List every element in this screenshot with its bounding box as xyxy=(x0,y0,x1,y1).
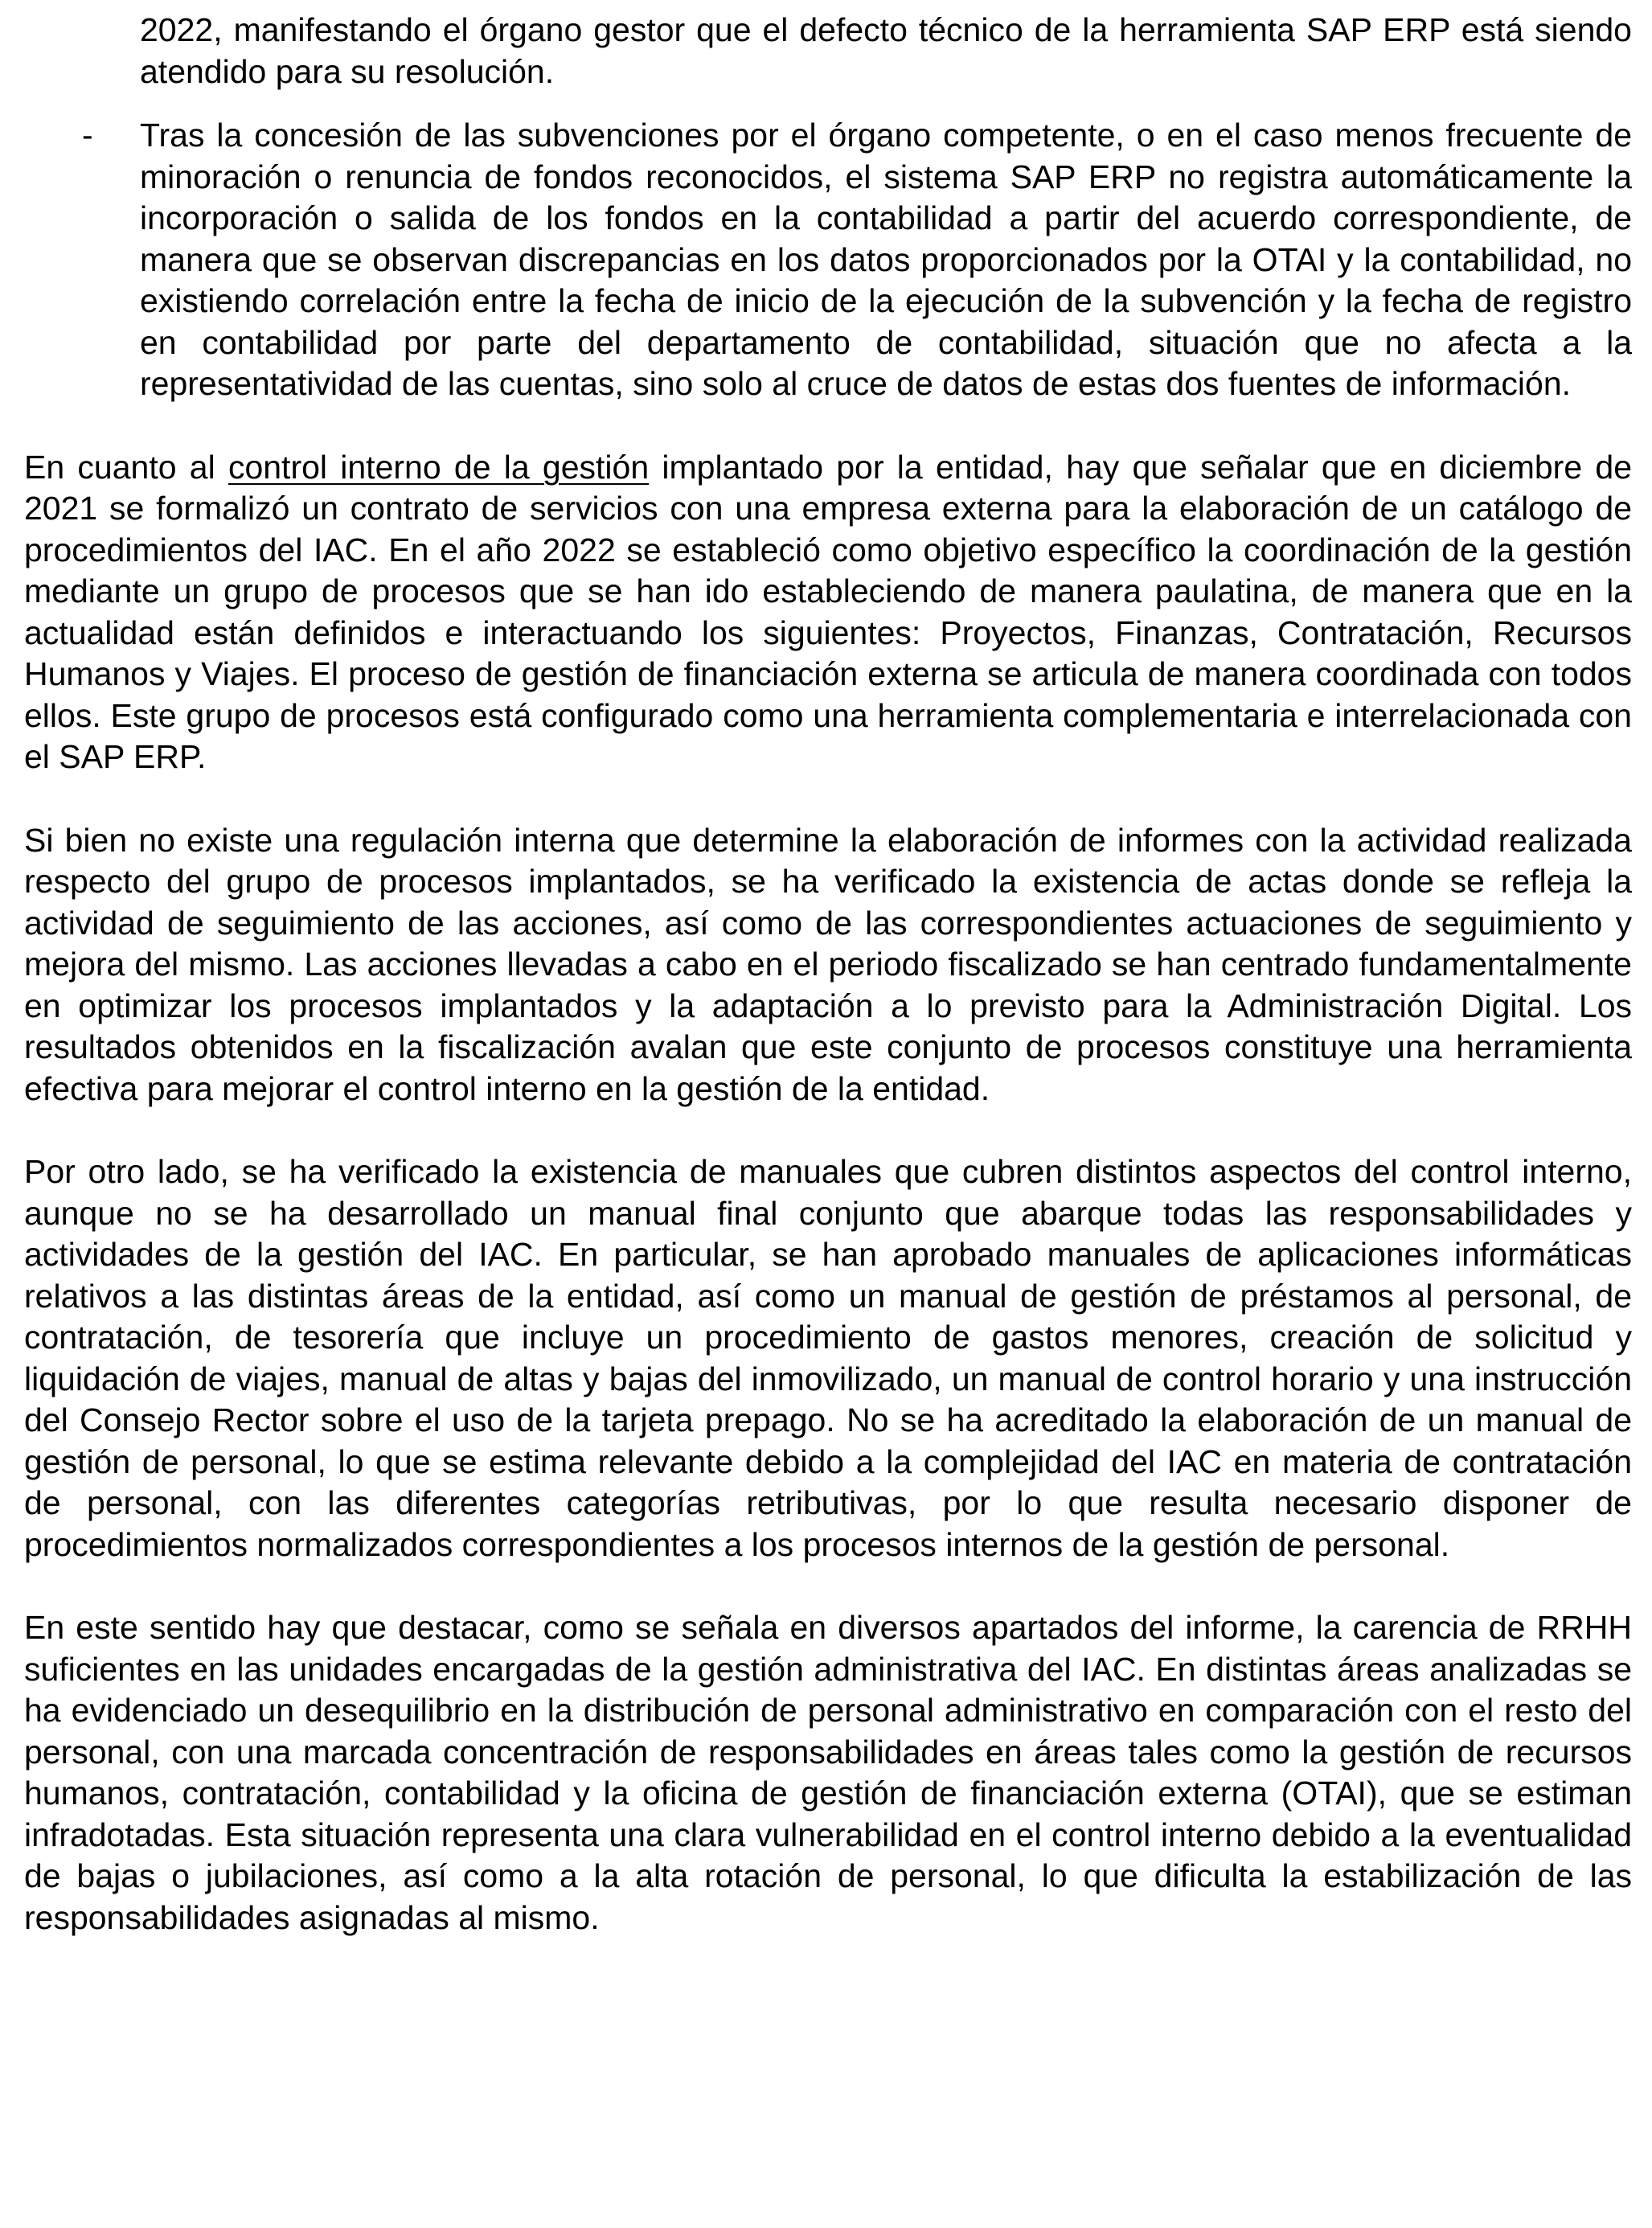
bullet-item xyxy=(24,115,1632,405)
bullet-text: Tras la concesión de las subvenciones por el órgano competente, o en el caso menos frecuente de minoración o renuncia de fondos reconocidos, el sistema SAP ERP no registra automáticamente la incorporación o salida de los fondos en la contabilidad a partir del acuerdo correspondiente, de manera que se observan discrepancias en los datos proporcionados por la OTAI y la contabilidad, no existiendo correlación entre la fecha de inicio de la ejecución de la subvención y la fecha de registro en contabilidad por parte del departamento de contabilidad, situación que no afecta a la representatividad de las cuentas, sino solo al cruce de datos de estas dos fuentes de información. xyxy=(140,117,1632,402)
paragraph-rrhh: En este sentido hay que destacar, como se señala en diversos apartados del informe, la carencia de RRHH suficientes en las unidades encargadas de la gestión administrativa del IAC. En distintas áreas analizadas se ha evidenciado un desequilibrio en la distribución de personal administrativo en comparación con el resto del personal, con una marcada concentración de responsabilidades en áreas tales como la gestión de recursos humanos, contratación, contabilidad y la oficina de gestión de financiación externa (OTAI), que se estiman infradotadas. Esta situación representa una clara vulnerabilidad en el control interno debido a la eventualidad de bajas o jubilaciones, así como a la alta rotación de personal, lo que dificulta la estabilización de las responsabilidades asignadas al mismo. xyxy=(24,1609,1632,1936)
paragraph-control-interno xyxy=(24,447,1632,778)
bullet-marker: - xyxy=(82,117,93,154)
underlined-term: control interno de la gestión xyxy=(228,448,650,486)
paragraph-control-rest: implantado por la entidad, hay que señalar que en diciembre de 2021 se formalizó un contrato de servicios con una empresa externa para la elaboración de un catálogo de procedimientos del IAC. En el año 2022 se estableció como objetivo específico la coordinación de la gestión mediante un grupo de procesos que se han ido estableciendo de manera paulatina, de manera que en la actualidad están definidos e interactuando los siguientes: Proyectos, Finanzas, Contratación, Recursos Humanos y Viajes. El proceso de gestión de financiación externa se articula de manera coordinada con todos ellos. Este grupo de procesos está configurado como una herramienta complementaria e interrelacionada con el SAP ERP. xyxy=(24,448,1633,775)
continuation-paragraph: 2022, manifestando el órgano gestor que el defecto técnico de la herramienta SAP ERP está siendo atendido para su resolución. xyxy=(140,11,1632,90)
paragraph-control-lead: En cuanto al xyxy=(24,448,228,486)
paragraph-regulacion: Si bien no existe una regulación interna que determine la elaboración de informes con la actividad realizada respecto del grupo de procesos implantados, se ha verificado la existencia de actas donde se refleja la actividad de seguimiento de las acciones, así como de las correspondientes actuaciones de seguimiento y mejora del mismo. Las acciones llevadas a cabo en el periodo fiscalizado se han centrado fundamentalmente en optimizar los procesos implantados y la adaptación a lo previsto para la Administración Digital. Los resultados obtenidos en la fiscalización avalan que este conjunto de procesos constituye una herramienta efectiva para mejorar el control interno en la gestión de la entidad. xyxy=(24,821,1632,1107)
document-page xyxy=(24,0,1632,1939)
paragraph-manuales: Por otro lado, se ha verificado la existencia de manuales que cubren distintos aspectos del control interno, aunque no se ha desarrollado un manual final conjunto que abarque todas las responsabilidades y actividades de la gestión del IAC. En particular, se han aprobado manuales de aplicaciones informáticas relativos a las distintas áreas de la entidad, así como un manual de gestión de préstamos al personal, de contratación, de tesorería que incluye un procedimiento de gastos menores, creación de solicitud y liquidación de viajes, manual de altas y bajas del inmovilizado, un manual de control horario y una instrucción del Consejo Rector sobre el uso de la tarjeta prepago. No se ha acreditado la elaboración de un manual de gestión de personal, lo que se estima relevante debido a la complejidad del IAC en materia de contratación de personal, con las diferentes categorías retributivas, por lo que resulta necesario disponer de procedimientos normalizados correspondientes a los procesos internos de la gestión de personal. xyxy=(24,1153,1632,1563)
